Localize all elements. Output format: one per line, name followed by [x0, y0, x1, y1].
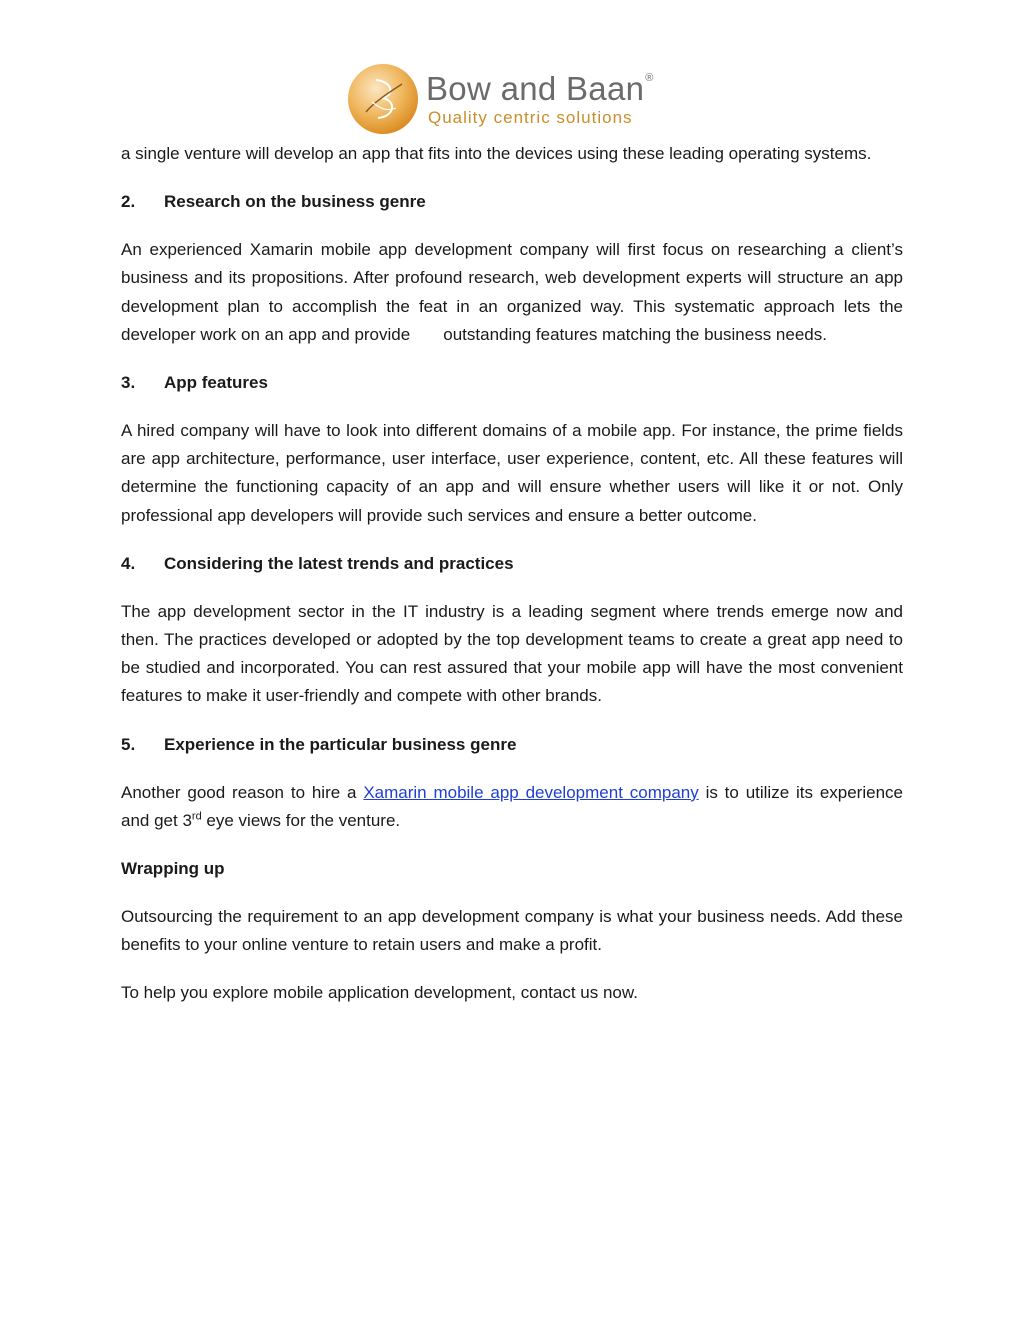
section-number: 3. [121, 373, 136, 393]
section-heading [121, 188, 903, 216]
section-title: Research on the business genre [164, 192, 426, 212]
section-title: Experience in the particular business genre [164, 734, 517, 754]
section-number: 2. [121, 192, 136, 212]
wrapping-up-heading [121, 855, 903, 883]
paragraph-text: Another good reason to hire a [121, 782, 364, 802]
section-paragraph: A hired company will have to look into different domains of a mobile app. For instance, the prime fields are app architecture, performance, user interface, user experience, content, etc. All these features will determine the functioning capacity of an app and will ensure whether users will like it or not. Only professional app developers will provide such services and ensure a better outcome. [121, 421, 903, 525]
paragraph-text: is to utilize its experience and get 3 [121, 782, 903, 830]
section-heading [121, 550, 903, 578]
section-number: 5. [121, 734, 136, 754]
company-header [346, 62, 686, 140]
brand-tagline: Quality centric solutions [428, 108, 633, 127]
ordinal-superscript: rd [191, 810, 202, 823]
section-paragraph: The app development sector in the IT industry is a leading segment where trends emerge now and then. The practices developed or adopted by the top development teams to create a great app need to be studied and incorporated. You can rest assured that your mobile app will have the most convenient features to make it user-friendly and compete with other brands. [121, 601, 903, 706]
document-body [121, 140, 908, 1028]
closing-paragraph: Outsourcing the requirement to an app development company is what your business needs. Add these benefits to your online venture to retain users and make a profit. [121, 907, 903, 955]
section-title: App features [164, 373, 268, 393]
section-paragraph [121, 779, 903, 835]
section-number: 4. [121, 553, 136, 573]
contact-paragraph: To help you explore mobile application development, contact us now. [121, 983, 638, 1003]
company-logo-icon [346, 62, 420, 136]
brand-name: Bow and Baan® [426, 70, 654, 107]
paragraph-text: eye views for the venture. [201, 810, 401, 830]
registered-mark: ® [645, 72, 654, 84]
xamarin-company-link[interactable]: Xamarin mobile app development company [363, 782, 699, 802]
section-paragraph: An experienced Xamarin mobile app development company will first focus on researching a client’s business and its propositions. After profound research, web development experts will structure an app development plan to accomplish the feat in an organized way. This systematic approach lets the developer work on an app and provide outstanding features matching the business needs. [121, 240, 908, 344]
section-heading [121, 369, 903, 397]
section-heading [121, 731, 903, 759]
intro-paragraph: a single venture will develop an app that fits into the devices using these leading operating systems. [121, 144, 872, 163]
section-title: Considering the latest trends and practices [164, 553, 514, 573]
section-title: Wrapping up [121, 859, 225, 879]
